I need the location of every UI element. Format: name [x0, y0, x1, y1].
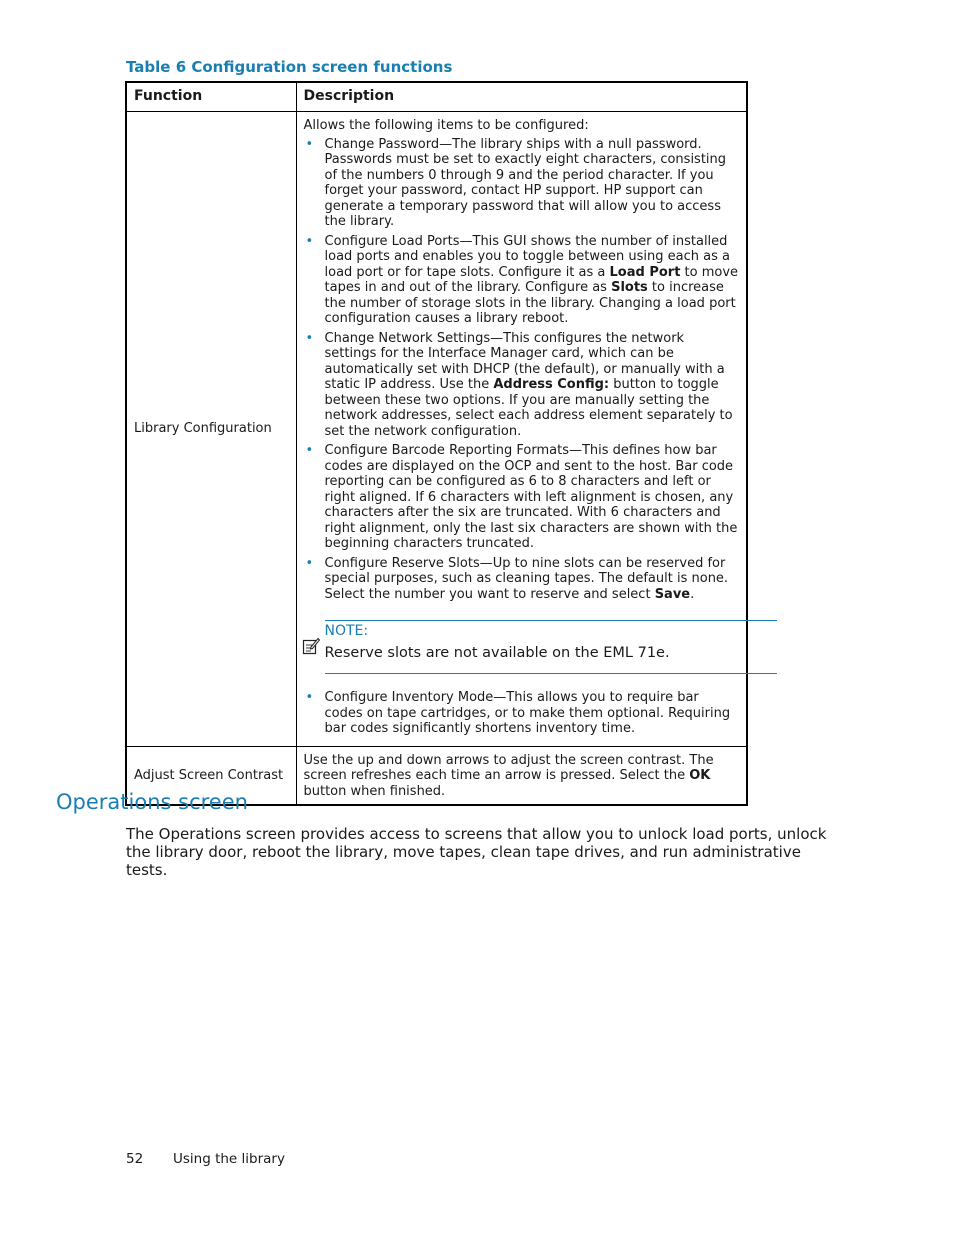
config-items-list: [304, 137, 740, 603]
ui-term-slots: Slots: [611, 280, 648, 295]
note-text: Reserve slots are not available on the EML 71e.: [324, 644, 670, 661]
bullet-icon: •: [305, 555, 314, 571]
footer-title: Using the library: [173, 1151, 285, 1167]
list-item: • Configure Load Ports—This GUI shows the number of installed load ports and enables you to toggle between using each as a load port or for tape slots. Configure it as a Load Port to move tapes in and out of the library. Configure as Slots to increase the number of storage slots in the library. Changing a load port configuration causes a library reboot.: [305, 233, 739, 326]
bullet-icon: •: [305, 233, 314, 249]
bullet-icon: •: [305, 136, 314, 152]
function-cell: Adjust Screen Contrast: [126, 746, 296, 805]
description-intro: Allows the following items to be configured:: [303, 118, 589, 133]
ui-term-save: Save: [654, 586, 691, 602]
note-pencil-icon: [302, 637, 320, 655]
section-heading: Operations screen: [56, 790, 248, 814]
ui-term-ok: OK: [689, 768, 711, 783]
list-item: • Change Password—The library ships with a null password. Passwords must be set to exactly eight characters, consisting of the numbers 0 through 9 and the period character. If you forget your password, contact HP support. HP support can generate a temporary password that will allow you to access the library.: [305, 136, 727, 229]
header-description: Description: [296, 82, 747, 112]
note-box: [325, 620, 778, 674]
function-cell: Library Configuration: [126, 112, 296, 747]
configuration-table: [125, 81, 748, 806]
bullet-icon: •: [305, 330, 314, 346]
ui-term-address-config: Address Config:: [493, 377, 610, 392]
table-header-row: [126, 82, 747, 112]
table-row: [126, 112, 747, 747]
config-items-list-continued: [304, 690, 740, 737]
list-item: • Configure Reserve Slots—Up to nine slots can be reserved for special purposes, such as cleaning tapes. The default is none. Select the number you want to reserve and select Save.: [305, 555, 729, 602]
ui-term-load-port: Load Port: [609, 264, 681, 280]
description-cell: [296, 112, 747, 747]
section-paragraph: The Operations screen provides access to screens that allow you to unlock load ports, unlock the library door, reboot the library, move tapes, clean tape drives, and run administrative tests.: [126, 825, 827, 879]
list-item: • Configure Inventory Mode—This allows you to require bar codes on tape cartridges, or to make them optional. Requiring bar codes significantly shortens inventory time.: [305, 690, 731, 736]
table-caption: Table 6 Configuration screen functions: [126, 58, 453, 76]
description-cell: Use the up and down arrows to adjust the screen contrast. The screen refreshes each time an arrow is pressed. Select the OK button when finished.: [296, 746, 747, 805]
bullet-icon: •: [305, 690, 314, 705]
bullet-icon: •: [305, 443, 314, 458]
header-function: Function: [126, 82, 296, 112]
note-title: NOTE:: [324, 623, 369, 639]
page-number: 52: [126, 1151, 144, 1167]
list-item: • Change Network Settings—This configures the network settings for the Interface Manager card, which can be automatically set with DHCP (the default), or manually with a static IP address. Use the Address Config: button to toggle between these two options. If you are manually setting the network addresses, select each address element separately to set the network configuration.: [305, 330, 733, 439]
list-item: • Configure Barcode Reporting Formats—This defines how bar codes are displayed on the OCP and sent to the host. Bar code reporting can be configured as 6 to 8 characters and left or right aligned. If 6 characters with left alignment is chosen, any characters after the six are truncated. With 6 characters and right alignment, only the last six characters are shown with the beginning characters truncated.: [305, 443, 738, 551]
